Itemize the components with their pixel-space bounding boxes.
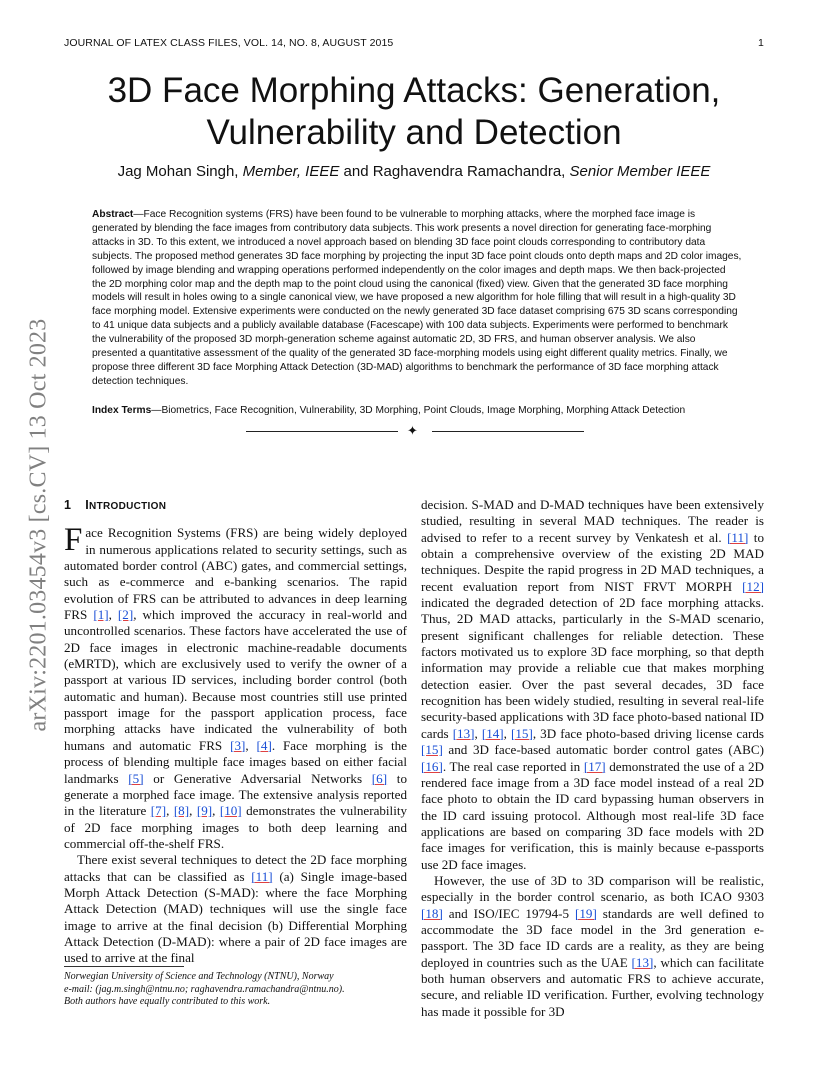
drop-cap: F xyxy=(64,522,83,559)
footnote-contribution: Both authors have equally contributed to this work. xyxy=(64,996,271,1007)
citation-link[interactable]: [1] xyxy=(93,607,109,623)
body-text: or Generative Adversarial Networks xyxy=(143,770,372,786)
citation-link[interactable]: [17] xyxy=(583,758,606,774)
citation-link[interactable]: [4] xyxy=(256,737,272,753)
paper-title xyxy=(64,70,764,154)
citation-link[interactable]: [6] xyxy=(371,770,388,786)
body-text: , xyxy=(245,737,257,753)
abstract-text: —Face Recognition systems (FRS) have been found to be vulnerable to morphing attacks, where the morphed face image is generated by blending the face images from contributory data subjects. This work presents a novel direction for generating face-morphing attacks in 3D. To this extent, we introduced a novel approach based on blending 3D face point clouds corresponding to contributory data subjects. The proposed method generates 3D face morphing by projecting the input 3D face point clouds onto depth maps and 2D color images, followed by image blending and wrapping operations performed independently on the color images and depth maps. We then back-projected the 2D morphing color map and the depth map to the point cloud using the canonical (fixed) view. Given that the generated 3D face morphing models will result in holes owing to a single canonical view, we have proposed a new algorithm for hole filling that will result in a high-quality 3D face morphing model. Extensive experiments were conducted on the newly generated 3D face dataset comprising 675 3D scans corresponding to 41 unique data subjects and a publicly available database (Facescape) with 100 data subjects. Experiments were performed to benchmark the vulnerability of the proposed 3D morph-generation scheme against automatic 2D, 3D FRS, and human observer analysis. We also presented a quantitative assessment of the quality of the generated 3D face-morphing models using eight different quality metrics. Finally, we propose three different 3D face Morphing Attack Detection (3D-MAD) algorithms to benchmark the performance of 3D face morphing attack detection techniques. xyxy=(92,209,742,387)
body-text: to generate a morphed face image. The extensive analysis reported in the literature xyxy=(64,770,407,819)
body-text: demonstrates the vulnerability of 2D face morphing images to both deep learning and commercial off-the-shelf FRS. xyxy=(64,803,408,851)
abstract-label: Abstract xyxy=(92,209,134,220)
title-line-2: Vulnerability and Detection xyxy=(206,113,622,152)
body-text: , xyxy=(108,607,118,623)
index-terms xyxy=(92,405,742,416)
body-text: and ISO/IEC 19794-5 xyxy=(442,905,575,921)
page-number: 1 xyxy=(758,37,764,49)
index-terms-text: —Biometrics, Face Recognition, Vulnerability, 3D Morphing, Point Clouds, Image Morphing, Morphing Attack Detection xyxy=(151,405,686,416)
body-text: , xyxy=(166,803,174,819)
right-column xyxy=(421,497,764,1020)
citation-link[interactable]: [11] xyxy=(727,529,749,545)
author-1-role: Member, IEEE xyxy=(242,163,340,180)
left-column xyxy=(64,497,407,967)
citation-link[interactable]: [15] xyxy=(511,725,533,741)
citation-link[interactable]: [18] xyxy=(421,905,443,921)
section-heading-introduction xyxy=(64,497,407,515)
citation-link[interactable]: [9] xyxy=(196,803,213,819)
body-text: There exist several techniques to detect the 2D face morphing attacks that can be classified as xyxy=(64,852,407,884)
footnote-email: e-mail: (jag.m.singh@ntnu.no; raghavendra.ramachandra@ntnu.no). xyxy=(64,983,345,995)
divider-line-left xyxy=(246,431,398,432)
body-text: . Face morphing is the process of blending multiple face images based on either facial landmarks xyxy=(64,737,407,786)
intro-paragraph-1 xyxy=(64,522,408,852)
author-2-role: Senior Member IEEE xyxy=(569,163,711,180)
section-title-rest: NTRODUCTION xyxy=(89,501,167,512)
section-title-first: I xyxy=(85,498,90,512)
section-number: 1 xyxy=(64,498,72,512)
diamond-icon: ✦ xyxy=(407,423,418,438)
body-text: , xyxy=(212,803,220,819)
arxiv-stamp: arXiv:2201.03454v3 [cs.CV] 13 Oct 2023 xyxy=(25,318,52,732)
author-2: and Raghavendra Ramachandra, xyxy=(343,163,566,180)
divider-line-right xyxy=(432,431,584,432)
footnote xyxy=(64,971,407,1009)
title-line-1: 3D Face Morphing Attacks: Generation, xyxy=(107,71,721,110)
citation-link[interactable]: [16] xyxy=(421,758,443,774)
citation-link[interactable]: [10] xyxy=(219,803,242,819)
author-1: Jag Mohan Singh, xyxy=(117,163,239,180)
body-text: , which improved the accuracy in real-world and uncontrolled scenarios. These factors have accelerated the use of 2D face images in electronic machine-readable documents (eMRTD), which are exclusively used to verify the owner of a passport at various ID services, including border control (both automatic and human). Because most countries still use printed passport image for the passport application process, face morphing attacks have indicated the vulnerability of both humans and automatic FRS xyxy=(64,607,407,753)
abstract xyxy=(92,208,742,389)
citation-link[interactable]: [13] xyxy=(452,725,475,741)
citation-link[interactable]: [7] xyxy=(150,803,167,819)
body-text: decision. S-MAD and D-MAD techniques have been extensively studied, resulting in several MAD techniques. The reader is advised to refer to a recent survey by Venkatesh et al. xyxy=(421,497,764,545)
journal-header: JOURNAL OF LATEX CLASS FILES, VOL. 14, NO. 8, AUGUST 2015 xyxy=(64,37,394,49)
citation-link[interactable]: [12] xyxy=(742,578,764,594)
author-list xyxy=(64,163,764,180)
body-text: to obtain a comprehensive overview of the existing 2D MAD techniques. Despite the rapid progress in 2D MAD techniques, a recent evaluation report from NIST FRVT MORPH xyxy=(421,529,764,594)
intro-paragraph-2 xyxy=(64,852,407,966)
citation-link[interactable]: [19] xyxy=(575,905,597,921)
citation-link[interactable]: [13] xyxy=(631,954,654,970)
body-text: ace Recognition Systems (FRS) are being widely deployed in numerous applications related to security settings, such as automated border control (ABC) gates, and commercial settings, such as e-commerce and e-banking scenarios. The rapid evolution of FRS can be attributed to advances in deep learning FRS xyxy=(64,525,407,623)
citation-link[interactable]: [2] xyxy=(117,607,134,623)
index-terms-label: Index Terms xyxy=(92,405,152,416)
body-text: demonstrated the use of a 2D rendered face image from a 3D face model instead of a real 2D face photo to obtain the ID card bypassing human observers in the ID card issuing protocol. Although most real-life 3D face applications are based on comparing 3D face models with 2D face images for verification, this is mainly because e-passports use 2D face images. xyxy=(421,758,764,872)
citation-link[interactable]: [11] xyxy=(251,868,273,884)
body-text: , xyxy=(474,725,482,741)
body-text: standards are well defined to accommodate the 3D face model in the 3rd generation e-passport. The 3D face ID cards are a reality, as they are being deployed in countries such as the UAE xyxy=(421,905,764,970)
body-text: , which can facilitate both human observers and automatic FRS to achieve accurate, secure, and reliable ID verification. Further, evolving technology has made it possible for 3D xyxy=(421,954,764,1019)
intro-paragraph-3 xyxy=(421,497,764,873)
body-text: . The real case reported in xyxy=(442,758,584,774)
citation-link[interactable]: [14] xyxy=(481,725,504,741)
footnote-rule xyxy=(64,966,184,967)
footnote-affiliation: Norwegian University of Science and Technology (NTNU), Norway xyxy=(64,971,334,982)
body-text: indicated the degraded detection of 2D face morphing attacks. Thus, 2D MAD attacks, particularly in the S-MAD scenario, present significant challenges for reliable detection. These factors motivated us to explore 3D face morphing, so that depth information may provide a reliable cue that makes morphing detection easier. Over the past several decades, 3D face recognition has been widely studied, resulting in several real-life security-based applications with 3D face photo-based national ID cards xyxy=(421,595,764,741)
body-text: , xyxy=(503,725,511,741)
section-divider xyxy=(246,424,584,438)
citation-link[interactable]: [5] xyxy=(128,770,144,786)
body-text: However, the use of 3D to 3D comparison will be realistic, especially in the border control scenario, as both ICAO 9303 xyxy=(421,872,764,905)
citation-link[interactable]: [8] xyxy=(173,803,190,819)
running-header xyxy=(64,37,764,49)
citation-link[interactable]: [3] xyxy=(230,737,246,753)
citation-link[interactable]: [15] xyxy=(421,742,443,758)
body-text: (a) Single image-based Morph Attack Detection (S-MAD): where the face Morphing Attack Detection (MAD) techniques will use the single face image to arrive at the final decision (b) Differential Morphing Attack Detection (D-MAD): where a pair of 2D face images are used to arrive at the final xyxy=(64,868,408,966)
intro-paragraph-4 xyxy=(421,873,764,1020)
body-text: , 3D face photo-based driving license cards xyxy=(532,725,765,741)
body-text: and 3D face-based automatic border control gates (ABC) xyxy=(442,742,764,758)
body-text: , xyxy=(189,803,197,819)
